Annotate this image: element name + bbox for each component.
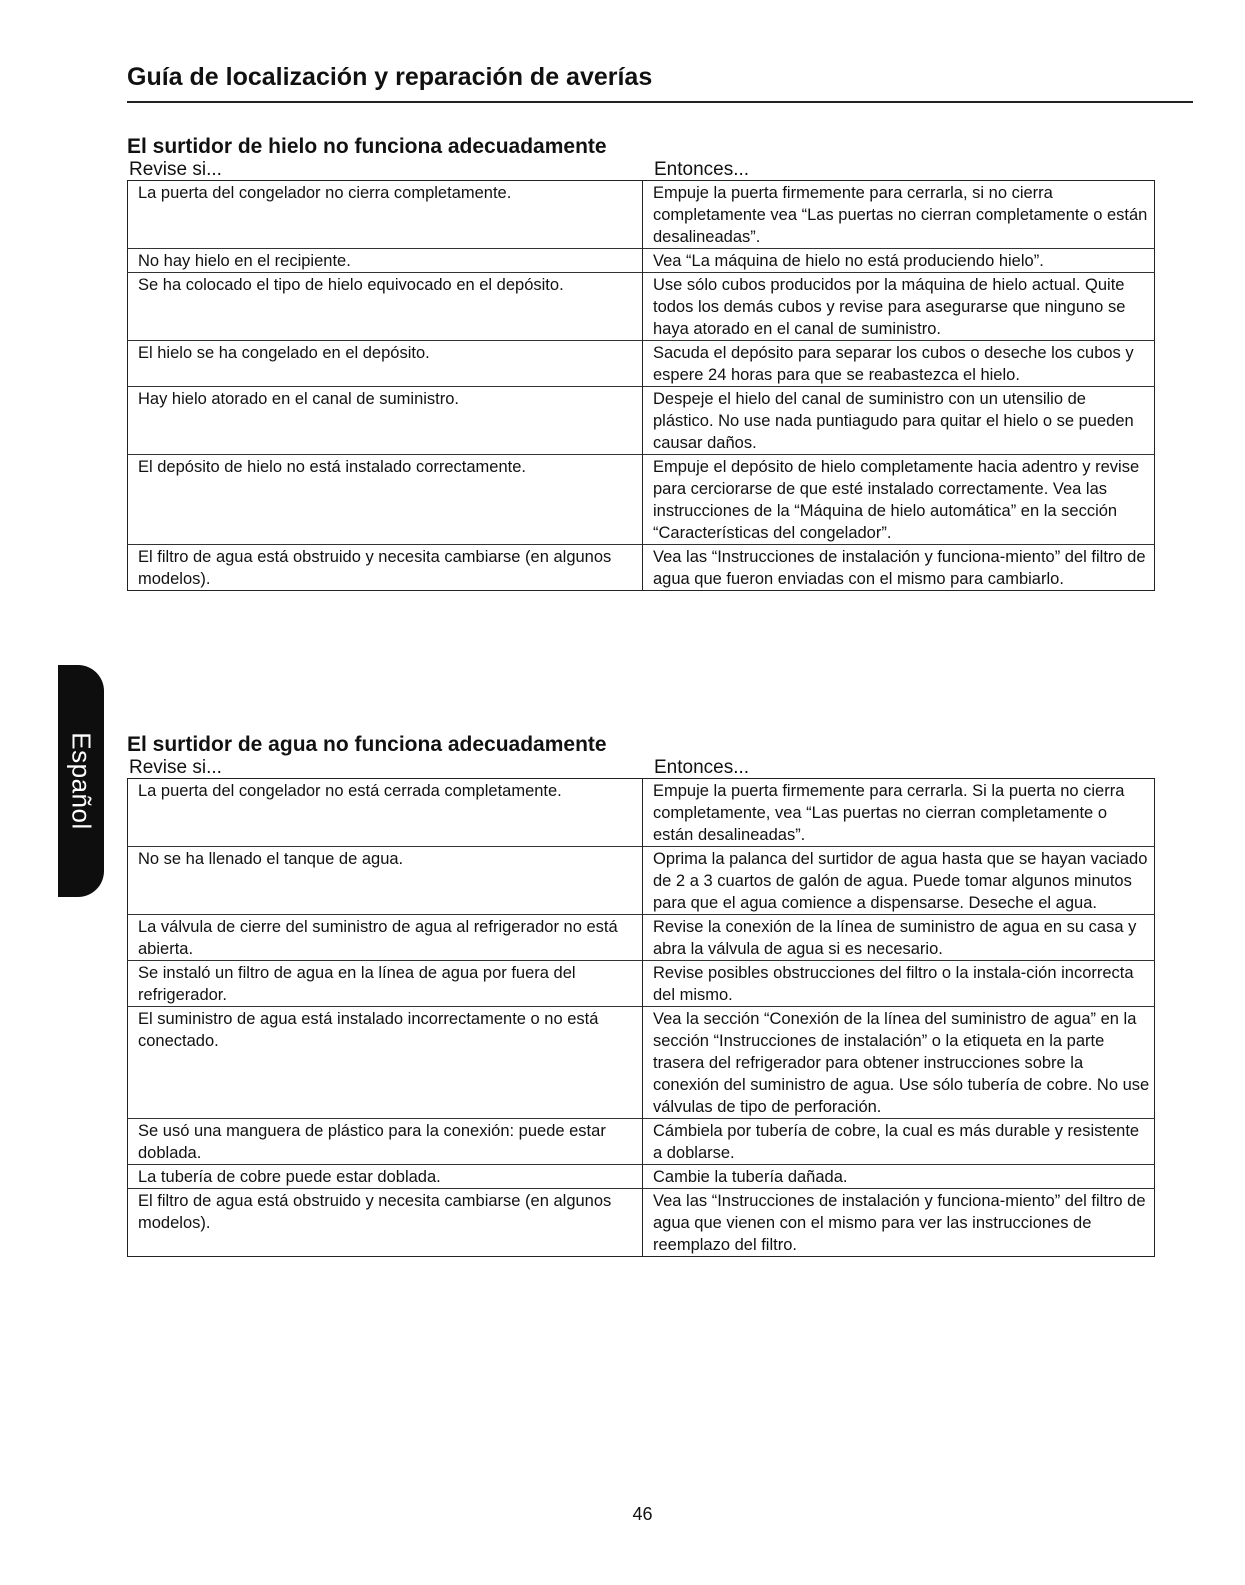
ice-section-heading: El surtidor de hielo no funciona adecuadamente: [127, 135, 607, 158]
table-row: [128, 181, 1155, 249]
side-tab-label: Español: [66, 732, 97, 830]
cell-check: No se ha llenado el tanque de agua.: [128, 847, 643, 915]
cell-then: Empuje el depósito de hielo completamente hacia adentro y revise para cerciorarse de que esté instalado correctamente. Vea las instrucciones de la “Máquina de hielo automática” en la sección “Características del congelador”.: [643, 455, 1155, 545]
ice-troubleshooting-table: [127, 180, 1155, 591]
table-row: [128, 273, 1155, 341]
column-header-check: Revise si...: [129, 757, 222, 778]
cell-then: Use sólo cubos producidos por la máquina de hielo actual. Quite todos los demás cubos y revise para asegurarse que ninguno se haya atorado en el canal de suministro.: [643, 273, 1155, 341]
water-column-headers: [127, 757, 1155, 778]
title-rule: [127, 101, 1193, 103]
cell-then: Revise la conexión de la línea de suministro de agua en su casa y abra la válvula de agua si es necesario.: [643, 915, 1155, 961]
cell-then: Vea las “Instrucciones de instalación y funciona-miento” del filtro de agua que fueron enviadas con el mismo para cambiarlo.: [643, 545, 1155, 591]
table-row: [128, 1189, 1155, 1257]
column-header-then: Entonces...: [654, 757, 750, 778]
ice-column-headers: [127, 159, 1155, 180]
cell-check: El hielo se ha congelado en el depósito.: [128, 341, 643, 387]
cell-then: Cámbiela por tubería de cobre, la cual es más durable y resistente a doblarse.: [643, 1119, 1155, 1165]
cell-check: El filtro de agua está obstruido y necesita cambiarse (en algunos modelos).: [128, 545, 643, 591]
page-number: 46: [632, 1504, 653, 1524]
water-troubleshooting-table: [127, 778, 1155, 1257]
table-row: [128, 915, 1155, 961]
cell-then: Sacuda el depósito para separar los cubos o deseche los cubos y espere 24 horas para que se reabastezca el hielo.: [643, 341, 1155, 387]
cell-check: El depósito de hielo no está instalado correctamente.: [128, 455, 643, 545]
cell-then: Vea la sección “Conexión de la línea del suministro de agua” en la sección “Instrucciones de instalación” o la etiqueta en la parte trasera del refrigerador para obtener instrucciones sobre la conexión del suministro de agua. Use sólo tubería de cobre. No use válvulas de tipo de perforación.: [643, 1007, 1155, 1119]
cell-then: Empuje la puerta firmemente para cerrarla. Si la puerta no cierra completamente, vea “Las puertas no cierran completamente o están desalineadas”.: [643, 779, 1155, 847]
cell-then: Vea las “Instrucciones de instalación y funciona-miento” del filtro de agua que vienen con el mismo para ver las instrucciones de reemplazo del filtro.: [643, 1189, 1155, 1257]
cell-check: La tubería de cobre puede estar doblada.: [128, 1165, 643, 1189]
cell-then: Empuje la puerta firmemente para cerrarla, si no cierra completamente vea “Las puertas no cierran completamente o están desalineadas”.: [643, 181, 1155, 249]
cell-check: La puerta del congelador no está cerrada completamente.: [138, 782, 562, 800]
table-row: [128, 249, 1155, 273]
ice-dispenser-section: [127, 135, 1155, 591]
cell-check: Hay hielo atorado en el canal de suministro.: [128, 387, 643, 455]
cell-then: Cambie la tubería dañada.: [643, 1165, 1155, 1189]
cell-check: Se usó una manguera de plástico para la conexión: puede estar doblada.: [128, 1119, 643, 1165]
cell-check: Se instaló un filtro de agua en la línea de agua por fuera del refrigerador.: [128, 961, 643, 1007]
water-dispenser-section: [127, 733, 1155, 1257]
cell-then: Revise posibles obstrucciones del filtro o la instala-ción incorrecta del mismo.: [643, 961, 1155, 1007]
table-row: [128, 1007, 1155, 1119]
cell-check: No hay hielo en el recipiente.: [128, 249, 643, 273]
language-side-tab: [58, 665, 104, 897]
cell-check: El suministro de agua está instalado incorrectamente o no está conectado.: [128, 1007, 643, 1119]
water-section-heading: El surtidor de agua no funciona adecuadamente: [127, 733, 607, 756]
table-row: [128, 387, 1155, 455]
page-title: Guía de localización y reparación de averías: [127, 63, 653, 91]
cell-then: Oprima la palanca del surtidor de agua hasta que se hayan vaciado de 2 a 3 cuartos de galón de agua. Puede tomar algunos minutos para que el agua comience a dispensarse. Deseche el agua.: [643, 847, 1155, 915]
cell-then: Despeje el hielo del canal de suministro con un utensilio de plástico. No use nada puntiagudo para quitar el hielo o se pueden causar daños.: [643, 387, 1155, 455]
cell-check: La válvula de cierre del suministro de agua al refrigerador no está abierta.: [128, 915, 643, 961]
table-row: [128, 341, 1155, 387]
cell-check: Se ha colocado el tipo de hielo equivocado en el depósito.: [128, 273, 643, 341]
table-row: [128, 545, 1155, 591]
table-row: [128, 455, 1155, 545]
cell-then: Vea “La máquina de hielo no está produciendo hielo”.: [643, 249, 1155, 273]
cell-check: La puerta del congelador no cierra completamente.: [138, 184, 512, 202]
table-row: [128, 847, 1155, 915]
table-row: [128, 1119, 1155, 1165]
column-header-then: Entonces...: [654, 159, 750, 180]
table-row: [128, 1165, 1155, 1189]
table-row: [128, 961, 1155, 1007]
table-row: [128, 779, 1155, 847]
cell-check: El filtro de agua está obstruido y necesita cambiarse (en algunos modelos).: [128, 1189, 643, 1257]
column-header-check: Revise si...: [129, 159, 222, 180]
